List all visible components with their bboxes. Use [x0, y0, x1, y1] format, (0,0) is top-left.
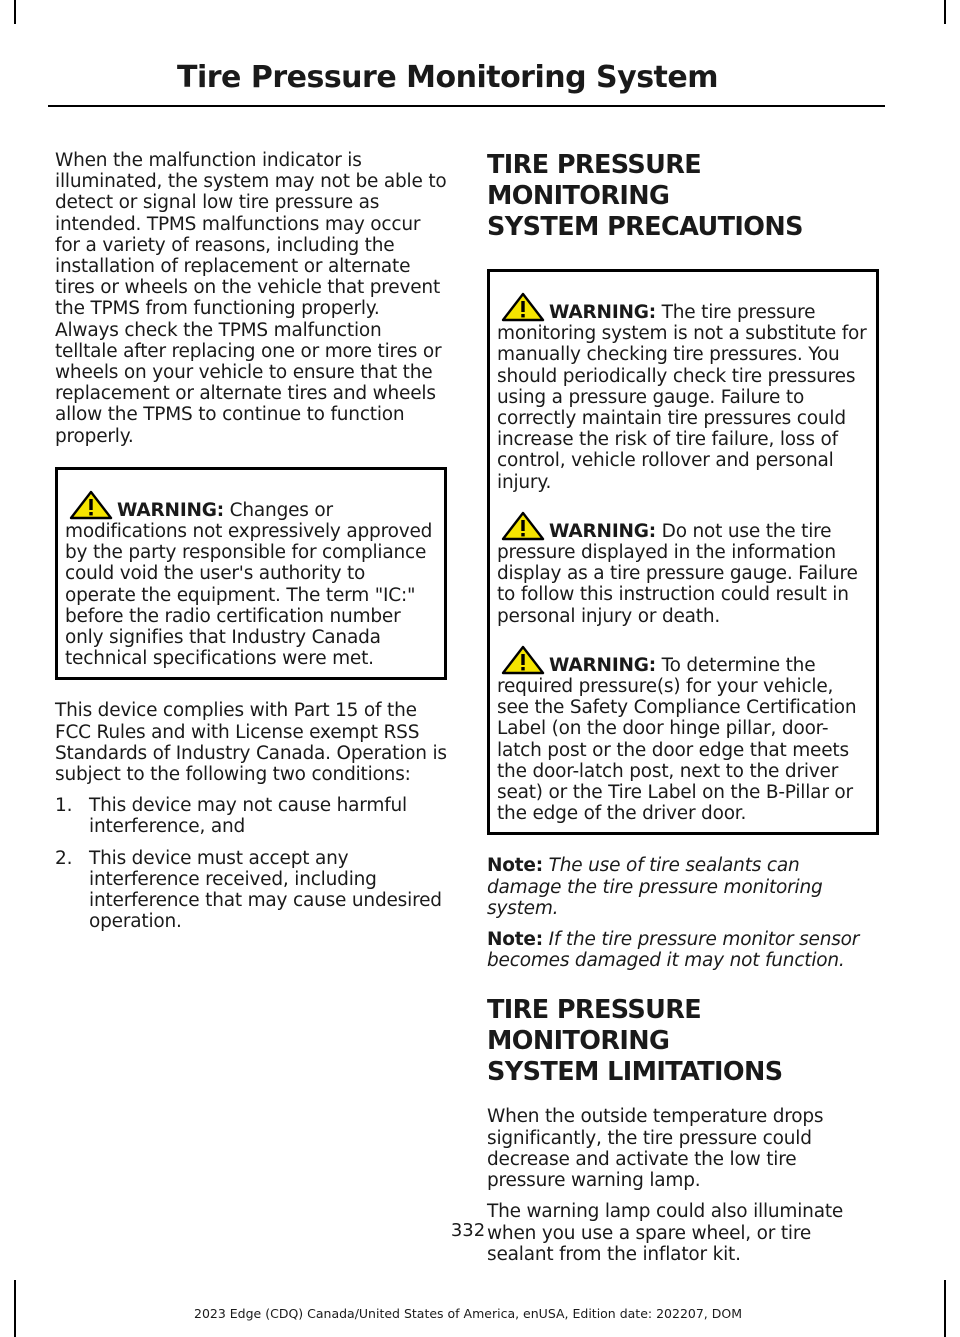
note-paragraph	[487, 855, 879, 919]
list-item-number: 1.	[55, 795, 73, 817]
limitations-heading-line1: TIRE PRESSURE MONITORING	[487, 995, 702, 1057]
warning-paragraph	[65, 490, 437, 670]
note-paragraph	[487, 929, 879, 971]
crop-mark-top-right	[944, 0, 946, 24]
warning-paragraph	[497, 292, 869, 493]
note-text: The use of tire sealants can damage the tire pressure monitoring system.	[487, 855, 823, 919]
list-item	[55, 848, 447, 933]
warning-text: Do not use the tire pressure displayed in the information display as a tire pressure gauge. Failure to follow this instruction could result in personal injury or death.	[497, 520, 858, 627]
limitations-paragraph: The warning lamp could also illuminate when you use a spare wheel, or tire sealant from the inflator kit.	[487, 1201, 844, 1265]
limitations-heading-line2: SYSTEM LIMITATIONS	[487, 1057, 783, 1088]
warning-triangle-icon	[501, 645, 545, 675]
warning-label: WARNING:	[549, 520, 656, 542]
page-number: 332	[450, 1220, 486, 1241]
footer-edition-info: 2023 Edge (CDQ) Canada/United States of America, enUSA, Edition date: 202207, DOM	[194, 1306, 742, 1321]
note-label: Note:	[487, 855, 543, 877]
warning-text: Changes or modifications not expressively approved by the party responsible for compliance could void the user's authority to operate the equipment. The term "IC:" before the radio certification number only signifies that Industry Canada technical specifications were met.	[65, 499, 433, 670]
warning-label: WARNING:	[549, 654, 656, 676]
warning-label: WARNING:	[117, 499, 224, 521]
warning-paragraph	[497, 511, 869, 627]
left-column	[55, 150, 447, 943]
warning-box-ic	[55, 467, 447, 681]
limitations-paragraph: When the outside temperature drops significantly, the tire pressure could decrease and activate the low tire pressure warning lamp.	[487, 1106, 824, 1192]
warning-label: WARNING:	[549, 302, 656, 323]
warning-box-precautions	[487, 269, 879, 835]
warning-text: The tire pressure monitoring system is not a substitute for manually checking tire pressures. You should periodically check tire pressures using a pressure gauge. Failure to correctly maintain tire pressures could increase the risk of tire failure, loss of control, vehicle rollover and personal injury.	[497, 302, 867, 493]
warning-triangle-icon	[501, 292, 545, 322]
warning-paragraph	[497, 645, 869, 825]
precautions-heading-line1: TIRE PRESSURE MONITORING	[487, 150, 702, 211]
intro-paragraph: When the malfunction indicator is illuminated, the system may not be able to detect or signal low tire pressure as intended. TPMS malfunctions may occur for a variety of reasons, including the installation of replacement or alternate tires or wheels on the vehicle that prevent the TPMS from functioning properly. Always check the TPMS malfunction telltale after replacing one or more tires or wheels on your vehicle to ensure that the replacement or alternate tires and wheels allow the TPMS to continue to function properly.	[55, 150, 447, 447]
crop-mark-bottom-right	[944, 1280, 946, 1337]
precautions-heading	[487, 150, 879, 243]
list-item-number: 2.	[55, 847, 73, 869]
header-divider	[48, 105, 885, 107]
note-label: Note:	[487, 929, 543, 951]
list-item	[55, 795, 447, 837]
limitations-heading	[487, 995, 879, 1088]
crop-mark-top-left	[14, 0, 16, 24]
warning-text: To determine the required pressure(s) for your vehicle, see the Safety Compliance Certification Label (on the door hinge pillar, door-latch post or the door edge that meets the door-latch post, next to the driver seat) or the Tire Label on the B-Pillar or the edge of the driver door.	[497, 654, 857, 825]
conditions-list	[55, 795, 447, 932]
list-item-text: This device may not cause harmful interference, and	[89, 795, 407, 838]
precautions-heading-line2: SYSTEM PRECAUTIONS	[487, 212, 803, 242]
note-text: If the tire pressure monitor sensor becomes damaged it may not function.	[487, 929, 860, 972]
warning-triangle-icon	[501, 511, 545, 541]
list-item-text: This device must accept any interference received, including interference that may cause undesired operation.	[89, 847, 442, 933]
page-title: Tire Pressure Monitoring System	[177, 60, 718, 95]
right-column	[487, 150, 879, 1275]
warning-triangle-icon	[69, 490, 113, 520]
compliance-paragraph: This device complies with Part 15 of the FCC Rules and with License exempt RSS Standards of Industry Canada. Operation is subject to the following two conditions:	[55, 700, 447, 786]
